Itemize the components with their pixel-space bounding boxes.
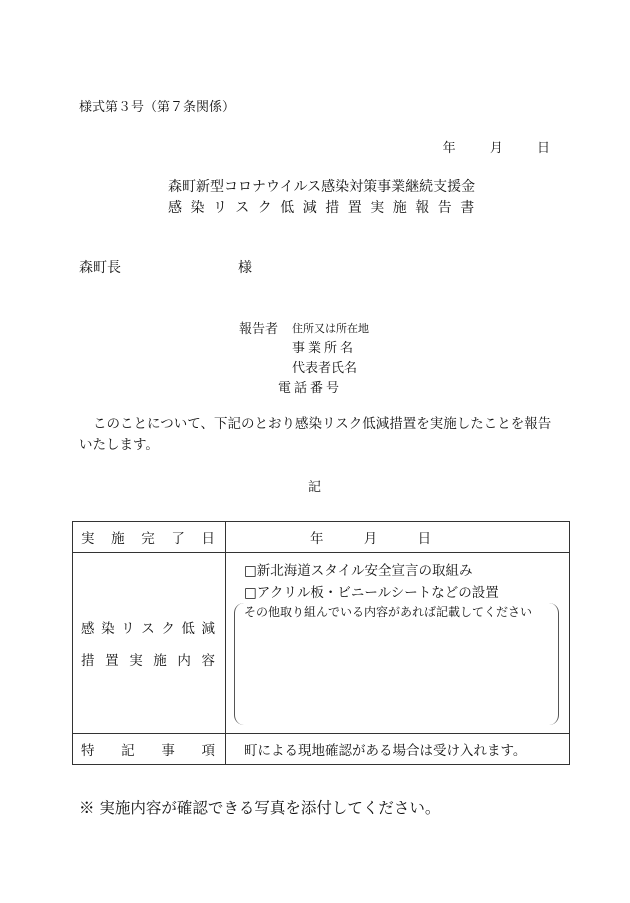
report-table [72,521,570,765]
completion-label-char: 了 [171,531,185,547]
completion-date-field[interactable] [226,522,570,553]
completion-label-char: 日 [201,531,215,547]
measures-label-char: 措 [81,653,95,669]
footnote: ※ 実施内容が確認できる写真を添付してください。 [79,799,441,817]
other-measures-box[interactable] [234,603,559,725]
table-row-notes [73,734,570,765]
reporter-address-label: 住所又は所在地 [292,322,369,335]
measures-label-char: 容 [201,653,215,669]
other-measures-prompt: その他取り組んでいる内容があれば記載してください [244,605,533,619]
measures-field [226,553,570,734]
checkbox-acrylic-partition[interactable]: □アクリル板・ビニールシートなどの設置 [244,585,499,601]
measures-label-char: ク [161,621,175,637]
measures-label-char: 施 [153,653,167,669]
notes-value: 町による現地確認がある場合は受け入れます。 [226,734,570,765]
measures-label-char: 内 [177,653,191,669]
report-date [413,137,550,156]
notes-label-char: 項 [201,743,215,759]
measures-label-char: 減 [201,621,215,637]
reporter-phone-label: 電話番号 [278,381,343,396]
notes-label-char: 事 [161,743,175,759]
completion-date-label [73,522,226,553]
measures-label-char: リ [121,621,135,637]
completion-day: 日 [417,531,432,547]
measures-label [73,553,226,734]
measures-label-line1 [81,617,225,637]
measures-label-char: 置 [105,653,119,669]
measures-label-line2 [81,649,225,669]
measures-label-char: 低 [181,621,195,637]
completion-month: 月 [363,531,378,547]
date-day: 日 [536,141,550,156]
notes-label-char: 特 [81,743,95,759]
notes-label [73,734,226,765]
completion-label-char: 実 [81,531,95,547]
date-year: 年 [442,141,456,156]
measures-label-char: 実 [129,653,143,669]
completion-label-char: 完 [141,531,155,547]
measures-label-char: 染 [101,621,115,637]
form-number: 様式第３号（第７条関係） [79,100,236,115]
ki-heading: 記 [308,480,322,495]
completion-year: 年 [310,531,324,547]
body-text: このことについて、下記のとおり感染リスク低減措置を実施したことを報告いたします。 [79,416,552,453]
table-row-completion-date [73,522,570,553]
table-row-measures [73,553,570,734]
checkbox-safety-declaration[interactable]: □新北海道スタイル安全宣言の取組み [244,563,473,579]
notes-label-chars [81,739,225,759]
date-month: 月 [489,141,503,156]
measures-label-char: 感 [81,621,95,637]
addressee: 森町長 [79,260,121,276]
reporter-label: 報告者 [239,322,279,337]
completion-date-label-chars [81,527,225,547]
reporter-representative-label: 代表者氏名 [292,361,358,376]
document-title-line2: 感染リスク低減措置実施報告書 [168,200,483,216]
honorific: 様 [238,260,252,276]
measures-label-char: ス [141,621,155,637]
document-title-line1: 森町新型コロナウイルス感染対策事業継続支援金 [168,179,476,195]
completion-label-char: 施 [111,531,125,547]
notes-label-char: 記 [121,743,135,759]
reporter-business-label: 事業所名 [292,341,357,356]
